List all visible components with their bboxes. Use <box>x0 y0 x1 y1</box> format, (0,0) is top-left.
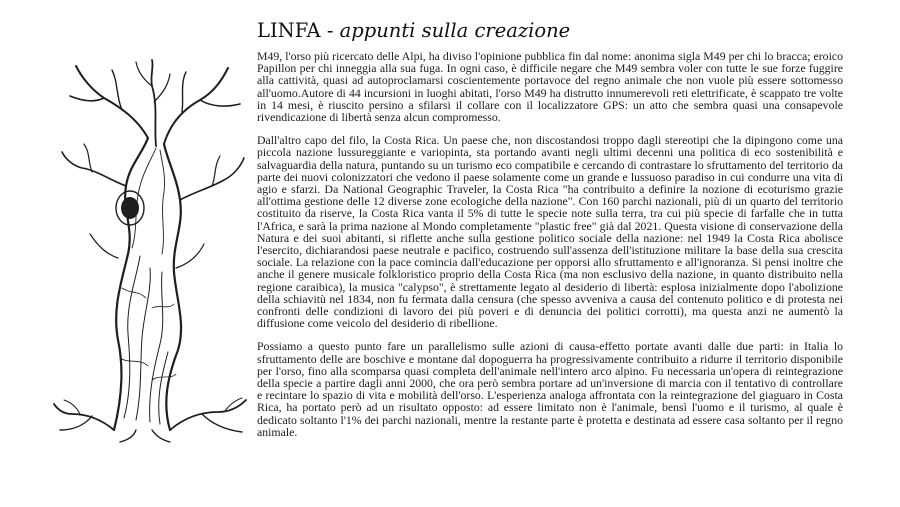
article-title <box>257 18 843 44</box>
title-subtitle: appunti sulla creazione <box>339 19 571 42</box>
paragraph-parallel: Possiamo a questo punto fare un parallelismo sulle azioni di causa-effetto portate avanti dalle due parti: in Italia lo sfruttamento delle are boschive e montane dal dopoguerra ha progressivamente contribuito a ridurre il territorio disponibile per l'orso, fino alla scomparsa quasi completa dell'animale nell'intero arco alpino. Fu necessaria un'opera di reintegrazione della specie a partire dagli anni 2000, che ora però sembra portare ad un'inversione di marcia con il tentativo di controllare e recintare lo spazio di vita e mobilità dell'orso. L'esperienza analoga affrontata con la reintegrazione del giaguaro in Costa Rica, ha portato però ad un risultato opposto: ad essere limitato non è l'animale, bensì l'uomo e il turismo, al quale è dedicato soltanto l'1% dei parchi nazionali, mentre la restante parte è protetta e destinata ad essere casa soltanto per il regno animale. <box>257 339 843 439</box>
paragraph-bear-m49: M49, l'orso più ricercato delle Alpi, ha diviso l'opinione pubblica fin dal nome: anonima sigla M49 per chi lo bracca; eroico Papillon per chi inneggia alla sua fuga. In ogni caso, è difficile negare che M49 sembra voler con tutte le sue forze fuggire alla cattività, quasi ad autoproclamarsi coscientemente portavoce del regno animale che non vuole più essere sottomesso all'uomo.Autore di 44 incursioni in luoghi abitati, l'orso M49 ha distrutto innumerevoli reti elettrificate, è scappato tre volte in 14 mesi, è riuscito persino a sfilarsi il collare con il localizzatore GPS: un atto che sembra quasi una consapevole rivendicazione di libertà senza alcun compromesso. <box>257 49 843 125</box>
article <box>257 18 843 449</box>
paragraph-costa-rica: Dall'altro capo del filo, la Costa Rica. Un paese che, non discostandosi troppo dagli stereotipi che la dipingono come una piccola nazione lussureggiante e variopinta, sta portando avanti negli ultimi decenni una politica di eco sostenibilità e salvaguardia della natura, puntando su un turismo eco compatibile e cercando di contrastare lo sfruttamento del territorio da parte dei nuovi colonizzatori che vedono il paese solamente come un grande e lussuoso paradiso in cui condurre una vita di agio e sfarzi. Da National Geographic Traveler, la Costa Rica "ha contribuito a definire la nozione di ecoturismo grazie all'ottima gestione delle 12 diverse zone ecologiche della nazione". Con 160 parchi nazionali, più di un quarto del territorio costituito da riserve, la Costa Rica vanta il 5% di tutte le specie note sulla terra, tra cui più specie di farfalle che in tutta l'Africa, e sarà la prima nazione al Mondo completamente "plastic free" già dal 2021. Questa visione di conservazione della Natura e dei suoi abitanti, si riflette anche sulla gestione politico sociale della nazione: nel 1949 la Costa Rica abolisce l'esercito, dichiarandosi paese neutrale e pacifico, costruendo sull'assenza dell'istituzione militare la base della sua crescita sociale. La relazione con la pace comincia dall'educazione per opporsi allo sfruttamento e all'ignoranza. Si pensi inoltre che anche il genere musicale folkloristico proprio della Costa Rica (ma non esclusivo della nazione, in quanto distribuito nella regione caraibica), la musica "calypso", è strettamente legato al desiderio di libertà: esplosa inizialmente dopo l'abolizione della schiavitù nel 1834, non fu fermata dalla censura (che spesso avveniva a causa del contenuto politico e di protesta nei confronti delle condizioni di lavoro dei più poveri e di denuncia dei politici corrotti), ma questa anzi ne aumentò la diffusione come veicolo del desiderio di ribellione. <box>257 133 843 331</box>
tree-illustration <box>52 58 252 443</box>
title-main: LINFA - <box>257 19 340 42</box>
bare-tree-icon <box>52 58 252 443</box>
